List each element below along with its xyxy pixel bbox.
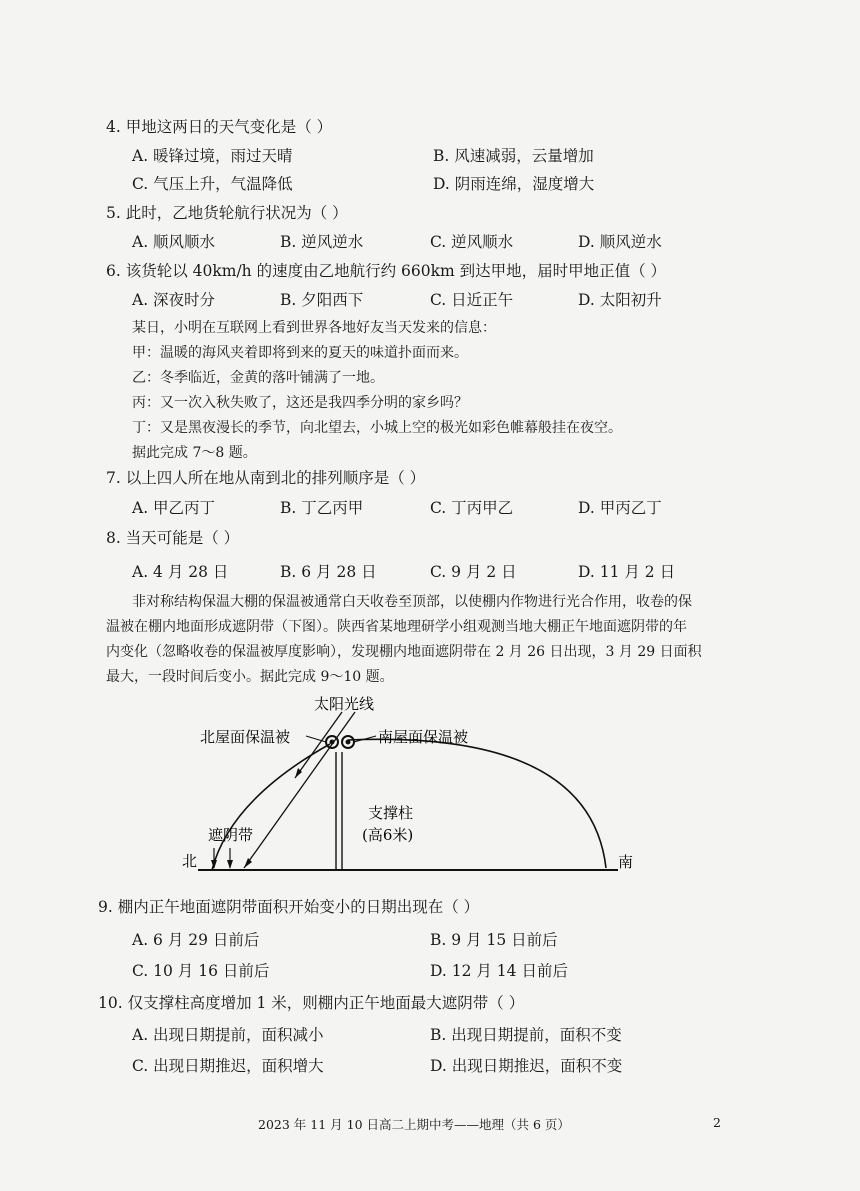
label-south-quilt: 南屋面保温被	[378, 728, 469, 746]
page-number: 2	[713, 1115, 721, 1130]
q4-option-d: D. 阴雨连绵，湿度增大	[433, 175, 595, 193]
q6-option-b: B. 夕阳西下	[280, 291, 364, 309]
q10-option-b: B. 出现日期提前，面积不变	[430, 1026, 622, 1044]
passage-line-yi: 乙：冬季临近，金黄的落叶铺满了一地。	[132, 370, 384, 386]
passage-line-jia: 甲：温暖的海风夹着即将到来的夏天的味道扑面而来。	[132, 345, 468, 361]
label-column: 支撑柱	[368, 804, 414, 822]
question-7: 7. 以上四人所在地从南到北的排列顺序是（ ）	[106, 469, 426, 487]
question-4: 4. 甲地这两日的天气变化是（ ）	[106, 118, 333, 136]
q10-option-c: C. 出现日期推迟，面积增大	[132, 1057, 324, 1075]
q7-option-b: B. 丁乙丙甲	[280, 499, 364, 517]
passage910-line-1: 非对称结构保温大棚的保温被通常白天收卷至顶部，以使棚内作物进行光合作用，收卷的保	[132, 594, 692, 610]
q6-option-d: D. 太阳初升	[578, 291, 662, 309]
passage-line-ding: 丁：又是黑夜漫长的季节，向北望去，小城上空的极光如彩色帷幕般挂在夜空。	[132, 420, 622, 436]
passage910-line-2: 温被在棚内地面形成遮阴带（下图）。陕西省某地理研学小组观测当地大棚正午地面遮阴带的年	[106, 619, 687, 635]
q8-option-c: C. 9 月 2 日	[430, 563, 517, 581]
question-9: 9. 棚内正午地面遮阴带面积开始变小的日期出现在（ ）	[98, 898, 480, 916]
passage910-line-4: 最大，一段时间后变小。据此完成 9～10 题。	[106, 669, 394, 685]
label-shadow-belt: 遮阴带	[208, 826, 254, 844]
label-column-height: (高6米)	[362, 826, 414, 844]
passage-instruction: 据此完成 7～8 题。	[132, 445, 257, 461]
q9-option-c: C. 10 月 16 日前后	[132, 962, 270, 980]
question-8: 8. 当天可能是（ ）	[106, 529, 240, 547]
question-5: 5. 此时，乙地货轮航行状况为（ ）	[106, 204, 348, 222]
q4-option-c: C. 气压上升，气温降低	[132, 175, 293, 193]
q10-option-a: A. 出现日期提前，面积减小	[132, 1026, 324, 1044]
label-north: 北	[182, 852, 198, 870]
q8-option-b: B. 6 月 28 日	[280, 563, 377, 581]
greenhouse-diagram	[170, 690, 650, 885]
q9-option-b: B. 9 月 15 日前后	[430, 931, 558, 949]
q7-option-a: A. 甲乙丙丁	[132, 499, 216, 517]
label-north-quilt: 北屋面保温被	[200, 728, 291, 746]
q8-option-d: D. 11 月 2 日	[578, 563, 676, 581]
q6-option-c: C. 日近正午	[430, 291, 514, 309]
q5-option-d: D. 顺风逆水	[578, 233, 662, 251]
label-south: 南	[618, 853, 634, 871]
page-footer: 2023 年 11 月 10 日高二上期中考——地理（共 6 页）	[258, 1117, 570, 1132]
passage-intro: 某日，小明在互联网上看到世界各地好友当天发来的信息：	[132, 320, 496, 336]
q6-option-a: A. 深夜时分	[132, 291, 216, 309]
q5-option-c: C. 逆风顺水	[430, 233, 514, 251]
q7-option-d: D. 甲丙乙丁	[578, 499, 662, 517]
passage-line-bing: 丙：又一次入秋失败了，这还是我四季分明的家乡吗？	[132, 395, 468, 411]
question-6: 6. 该货轮以 40km/h 的速度由乙地航行约 660km 到达甲地，届时甲地正值（ ）	[106, 262, 667, 280]
question-10: 10. 仅支撑柱高度增加 1 米，则棚内正午地面最大遮阴带（ ）	[98, 994, 525, 1012]
label-sunlight: 太阳光线	[314, 695, 375, 713]
q5-option-a: A. 顺风顺水	[132, 233, 216, 251]
passage910-line-3: 内变化（忽略收卷的保温被厚度影响），发现棚内地面遮阴带在 2 月 26 日出现，3 月 29 日面积	[106, 644, 702, 660]
q5-option-b: B. 逆风逆水	[280, 233, 364, 251]
q4-option-b: B. 风速减弱，云量增加	[433, 147, 594, 165]
q8-option-a: A. 4 月 28 日	[132, 563, 229, 581]
q9-option-d: D. 12 月 14 日前后	[430, 962, 568, 980]
q10-option-d: D. 出现日期推迟，面积不变	[430, 1057, 623, 1075]
q4-option-a: A. 暖锋过境，雨过天晴	[132, 147, 293, 165]
q9-option-a: A. 6 月 29 日前后	[132, 931, 260, 949]
q7-option-c: C. 丁丙甲乙	[430, 499, 514, 517]
